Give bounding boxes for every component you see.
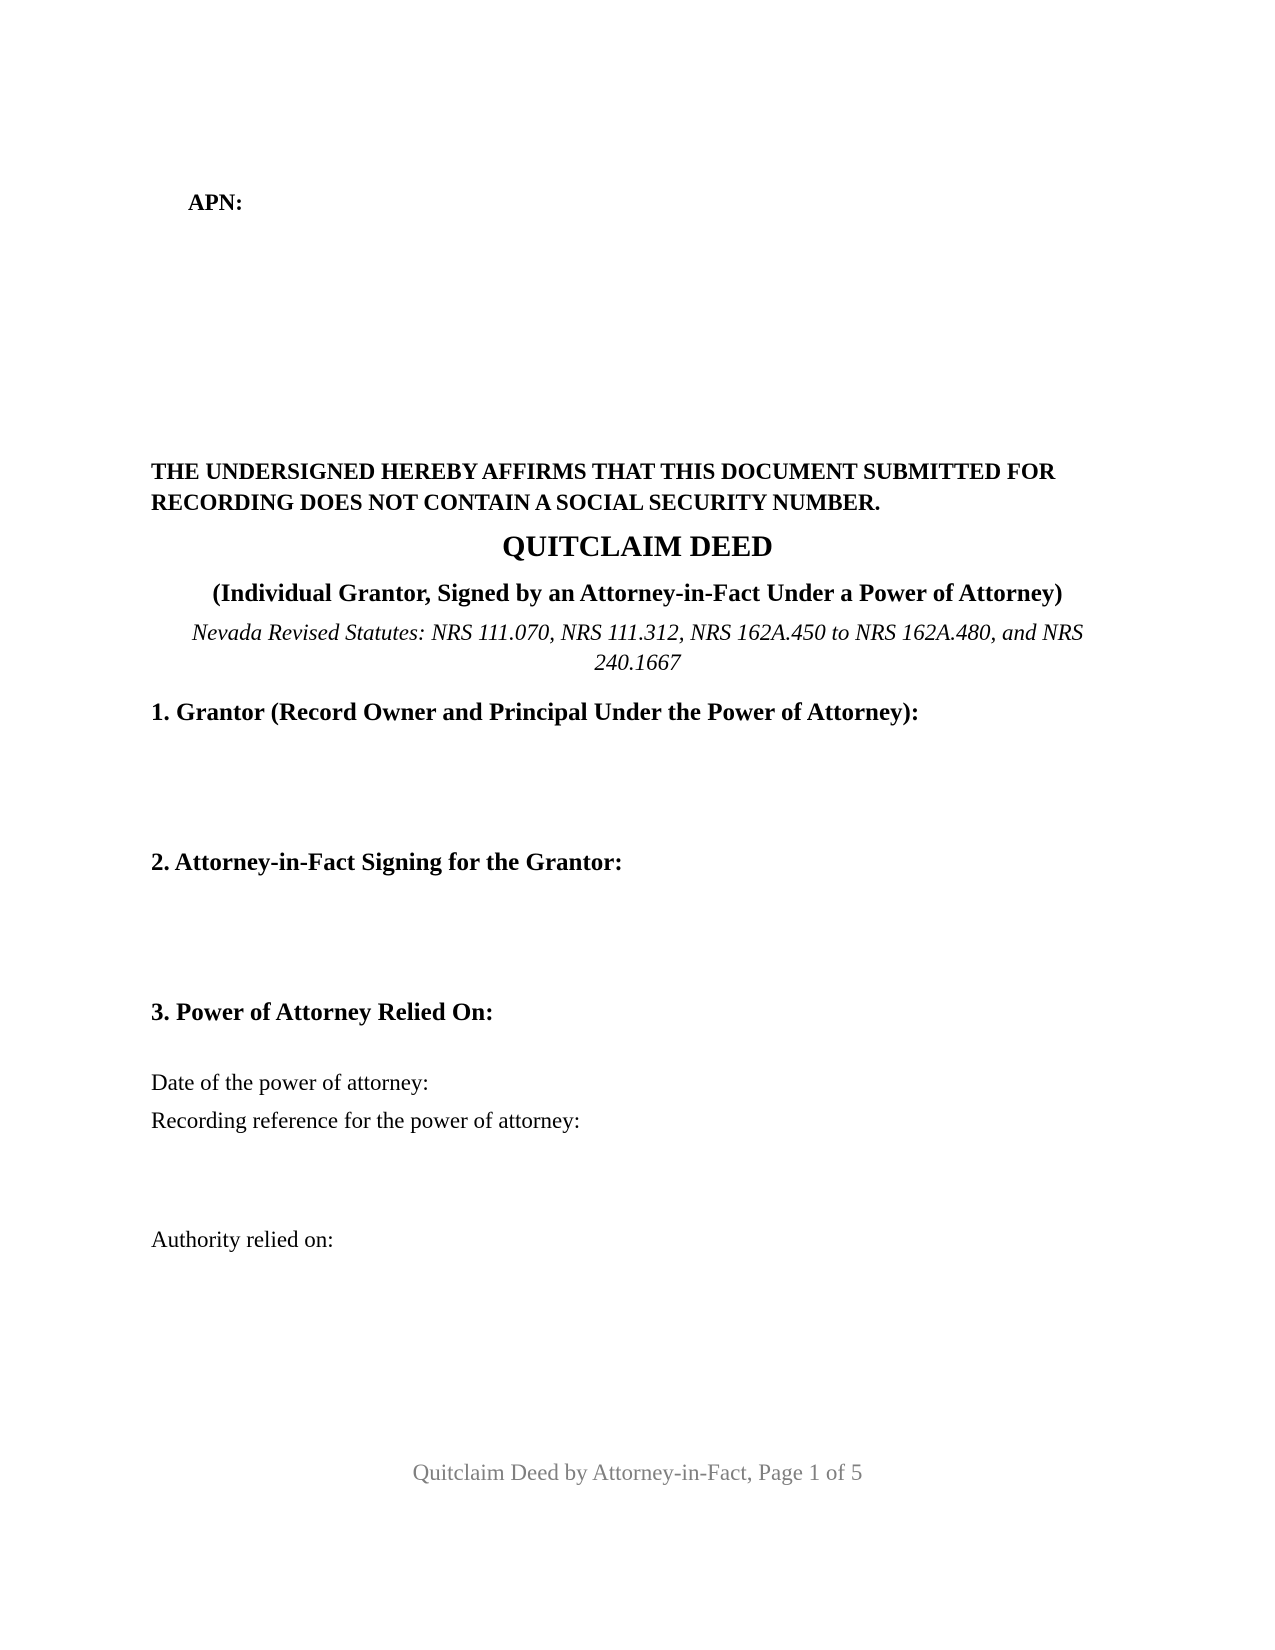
poa-date-label: Date of the power of attorney:	[151, 1070, 429, 1095]
poa-recording-reference-label: Recording reference for the power of attorney:	[151, 1108, 581, 1133]
document-title: QUITCLAIM DEED	[502, 530, 773, 563]
page-footer: Quitclaim Deed by Attorney-in-Fact, Page 1 of 5	[412, 1460, 863, 1485]
ssn-affirmation-statement: THE UNDERSIGNED HEREBY AFFIRMS THAT THIS DOCUMENT SUBMITTED FOR RECORDING DOES NOT CONTAIN A SOCIAL SECURITY NUMBER.	[151, 459, 1056, 515]
section-heading-attorney-in-fact: 2. Attorney-in-Fact Signing for the Grantor:	[151, 849, 623, 876]
apn-label: APN:	[188, 190, 243, 215]
document-subtitle: (Individual Grantor, Signed by an Attorney-in-Fact Under a Power of Attorney)	[212, 580, 1063, 607]
statutes-reference: Nevada Revised Statutes: NRS 111.070, NRS 111.312, NRS 162A.450 to NRS 162A.480, and NRS 240.1667	[191, 620, 1084, 675]
section-heading-grantor: 1. Grantor (Record Owner and Principal Under the Power of Attorney):	[151, 699, 920, 726]
section-heading-power-of-attorney: 3. Power of Attorney Relied On:	[151, 999, 494, 1026]
poa-authority-label: Authority relied on:	[151, 1227, 334, 1252]
